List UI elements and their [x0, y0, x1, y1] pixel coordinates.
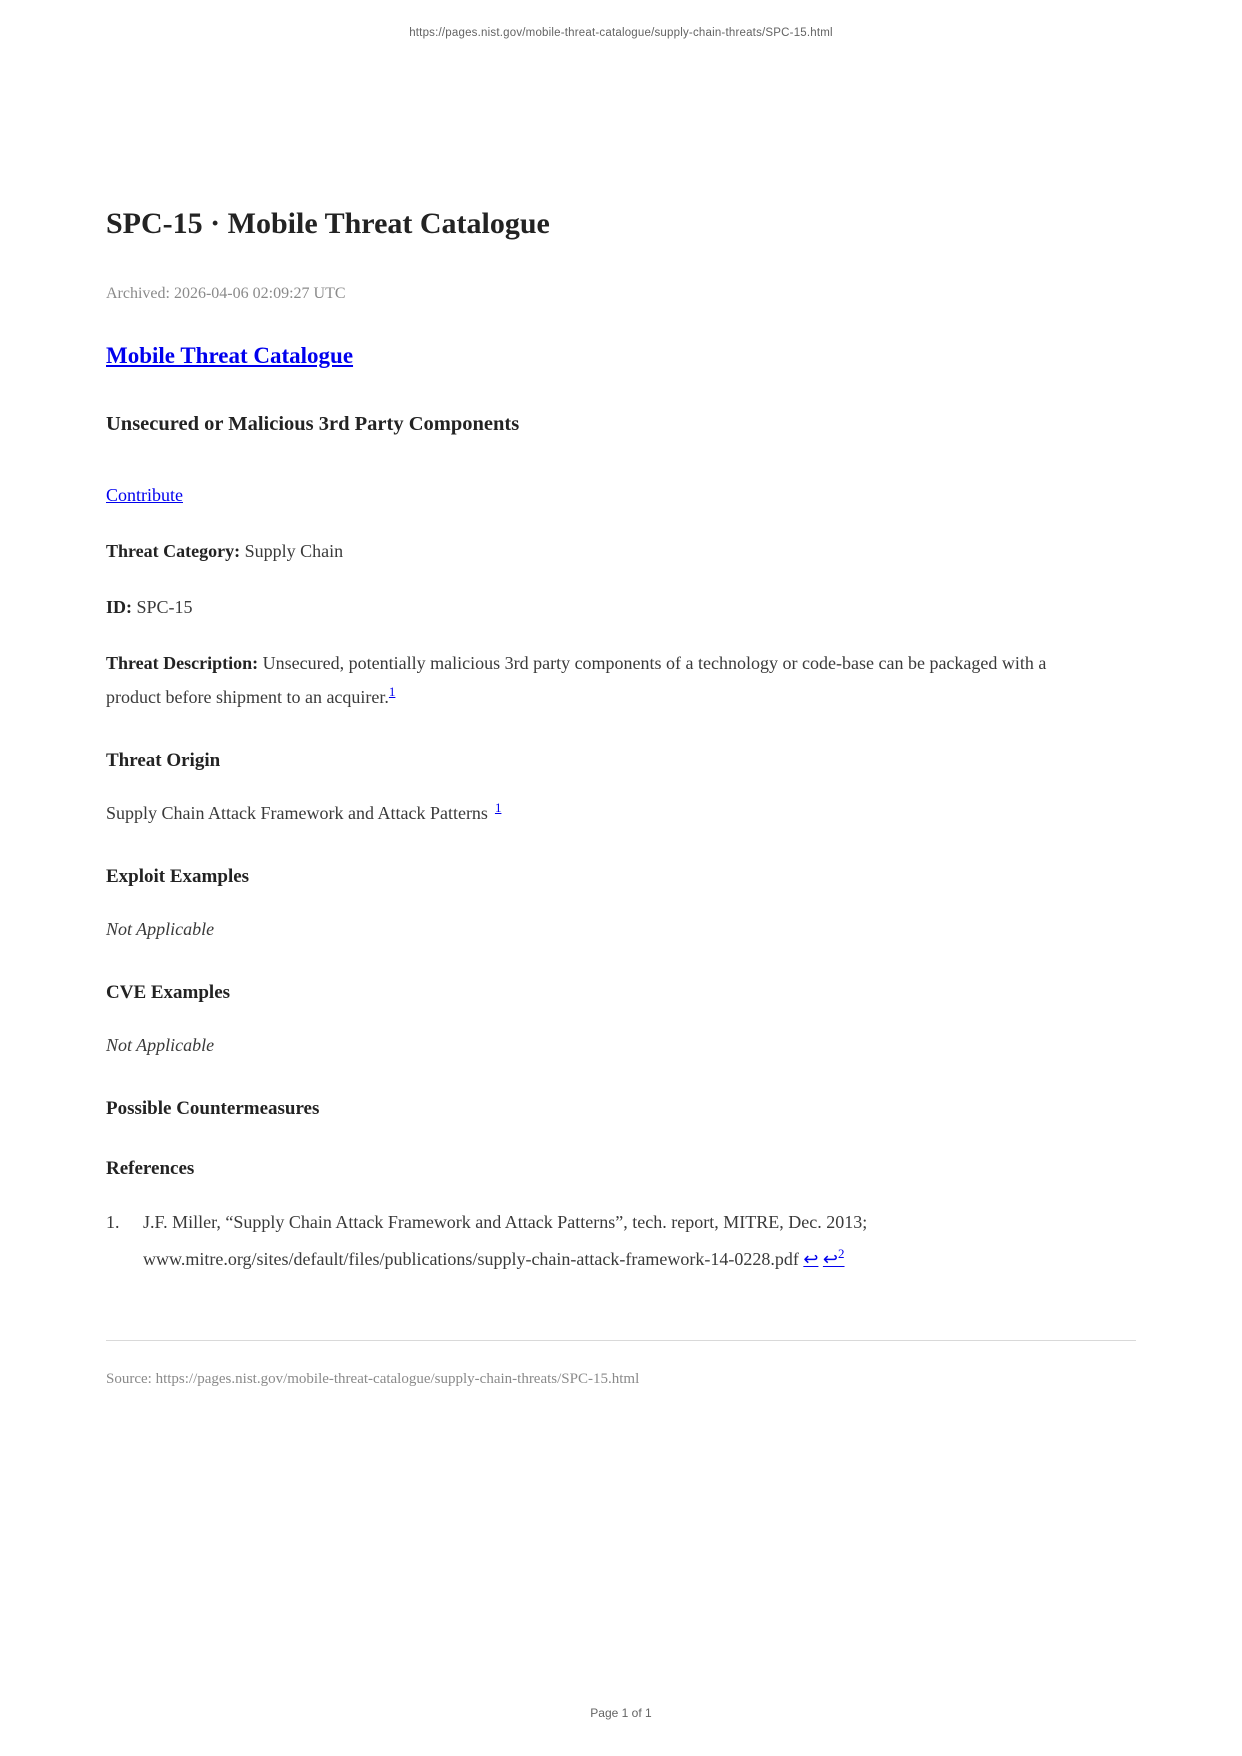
site-link-heading	[106, 341, 1136, 371]
backref-2-link[interactable]	[822, 1246, 845, 1269]
reference-url: www.mitre.org/sites/default/files/publications/supply-chain-attack-framework-14-0228.pdf	[143, 1249, 799, 1269]
source-divider	[106, 1340, 1136, 1341]
threat-description-row	[106, 646, 1056, 714]
threat-category-label: Threat Category:	[106, 541, 241, 561]
threat-origin-text: Supply Chain Attack Framework and Attack Patterns	[106, 803, 488, 823]
backref-2-arrow: ↩	[822, 1249, 839, 1269]
id-value: SPC-15	[136, 597, 193, 617]
references-heading: References	[106, 1158, 195, 1179]
page-number: Page 1 of 1	[590, 1706, 652, 1720]
page-title: SPC-15 · Mobile Threat Catalogue	[106, 207, 550, 240]
source-url: Source: https://pages.nist.gov/mobile-threat-catalogue/supply-chain-threats/SPC-15.html	[106, 1371, 640, 1387]
threat-category-value: Supply Chain	[244, 541, 344, 561]
possible-countermeasures-heading: Possible Countermeasures	[106, 1098, 320, 1119]
threat-description-text: Unsecured, potentially malicious 3rd party components of a technology or code-base can be packaged with a product before shipment to an acquirer.	[106, 653, 1047, 707]
footnote-1-link[interactable]: 1	[388, 684, 396, 699]
cve-examples-value: Not Applicable	[106, 1035, 215, 1055]
exploit-examples-value: Not Applicable	[106, 919, 215, 939]
threat-category-row	[106, 534, 1136, 568]
reference-text: J.F. Miller, “Supply Chain Attack Framework and Attack Patterns”, tech. report, MITRE, Dec. 2013;	[143, 1212, 868, 1232]
print-header-url: https://pages.nist.gov/mobile-threat-catalogue/supply-chain-threats/SPC-15.html	[409, 27, 833, 39]
footnote-1-link[interactable]: 1	[494, 800, 502, 815]
threat-origin-heading: Threat Origin	[106, 750, 221, 771]
reference-number: 1.	[106, 1212, 120, 1232]
id-row	[106, 590, 1136, 624]
backref-1-link[interactable]: ↩	[803, 1249, 819, 1269]
threat-origin-row	[106, 796, 1136, 830]
contribute-link[interactable]: Contribute	[106, 485, 183, 505]
threat-description-label: Threat Description:	[106, 653, 259, 673]
mobile-threat-catalogue-link[interactable]: Mobile Threat Catalogue	[106, 343, 354, 368]
threat-title: Unsecured or Malicious 3rd Party Components	[106, 413, 520, 435]
reference-item	[106, 1204, 1136, 1278]
archived-timestamp: Archived: 2026-04-06 02:09:27 UTC	[106, 285, 346, 302]
id-label: ID:	[106, 597, 132, 617]
backref-2-superscript: 2	[838, 1246, 845, 1261]
cve-examples-row	[106, 1028, 1136, 1062]
exploit-examples-heading: Exploit Examples	[106, 866, 250, 887]
contribute-row	[106, 478, 1136, 512]
references-list	[106, 1204, 1136, 1278]
cve-examples-heading: CVE Examples	[106, 982, 231, 1003]
exploit-examples-row	[106, 912, 1136, 946]
